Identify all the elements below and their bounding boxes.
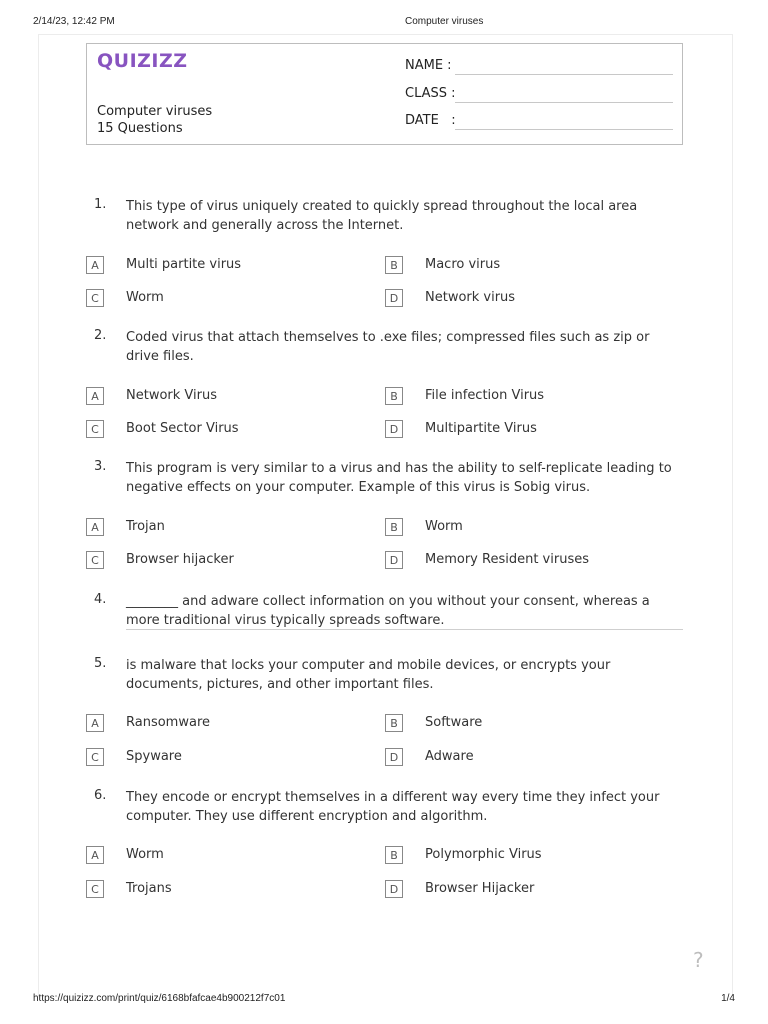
date-label: DATE : <box>405 113 456 128</box>
option-letter: C <box>86 289 104 307</box>
option-text: Spyware <box>126 749 182 764</box>
option-text: Network virus <box>425 290 516 305</box>
option-letter: B <box>385 518 403 536</box>
option-text: Worm <box>126 847 164 862</box>
option-text: Trojans <box>126 881 172 896</box>
option-letter: A <box>86 387 104 405</box>
option-letter: D <box>385 420 403 438</box>
class-label: CLASS : <box>405 86 456 101</box>
option-letter: D <box>385 880 403 898</box>
option-text: Software <box>425 715 483 730</box>
question-number: 4. <box>94 592 107 607</box>
option-text: Multipartite Virus <box>425 421 537 436</box>
option-text: Multi partite virus <box>126 257 242 272</box>
option-letter: D <box>385 289 403 307</box>
name-line <box>455 74 673 75</box>
option-text: Ransomware <box>126 715 210 730</box>
worksheet-header <box>86 43 683 145</box>
option-letter: D <box>385 551 403 569</box>
quiz-title: Computer viruses <box>97 104 213 119</box>
print-datetime: 2/14/23, 12:42 PM <box>33 16 115 27</box>
option-letter: A <box>86 846 104 864</box>
page-number: 1/4 <box>721 993 735 1004</box>
option-text: Adware <box>425 749 474 764</box>
question-number: 3. <box>94 459 107 474</box>
class-line <box>455 102 673 103</box>
question-text: They encode or encrypt themselves in a different way every time they infect your computer. They use different encryption and algorithm. <box>126 790 660 824</box>
question-number: 2. <box>94 328 107 343</box>
option-text: Memory Resident viruses <box>425 552 589 567</box>
option-letter: A <box>86 256 104 274</box>
question-count: 15 Questions <box>97 121 183 136</box>
option-text: Boot Sector Virus <box>126 421 239 436</box>
option-letter: A <box>86 518 104 536</box>
quizizz-logo: QUIZIZZ <box>97 50 188 72</box>
option-text: File infection Virus <box>425 388 545 403</box>
print-header <box>33 16 735 30</box>
question-text: This type of virus uniquely created to quickly spread throughout the local area network and generally across the Internet. <box>126 199 638 233</box>
option-letter: C <box>86 551 104 569</box>
option-letter: B <box>385 387 403 405</box>
option-text: Macro virus <box>425 257 501 272</box>
option-text: Worm <box>425 519 463 534</box>
option-text: Browser Hijacker <box>425 881 535 896</box>
option-letter: C <box>86 748 104 766</box>
question-number: 1. <box>94 197 107 212</box>
option-letter: B <box>385 256 403 274</box>
class-field[interactable] <box>405 86 675 104</box>
option-letter: C <box>86 880 104 898</box>
question-number: 6. <box>94 788 107 803</box>
option-letter: A <box>86 714 104 732</box>
option-letter: C <box>86 420 104 438</box>
date-line <box>455 129 673 130</box>
answer-line[interactable] <box>126 629 683 630</box>
question-text: ________ and adware collect information on you without your consent, whereas a more traditional virus typically spreads software. <box>126 594 650 628</box>
name-field[interactable] <box>405 58 675 76</box>
print-url[interactable]: https://quizizz.com/print/quiz/6168bfafcae4b900212f7c01 <box>33 993 286 1004</box>
option-letter: B <box>385 846 403 864</box>
option-text: Worm <box>126 290 164 305</box>
option-text: Browser hijacker <box>126 552 234 567</box>
option-text: Network Virus <box>126 388 217 403</box>
print-title: Computer viruses <box>405 16 484 27</box>
date-field[interactable] <box>405 113 675 131</box>
question-text: This program is very similar to a virus and has the ability to self-replicate leading to negative effects on your computer. Example of this virus is Sobig virus. <box>126 461 672 495</box>
option-letter: D <box>385 748 403 766</box>
option-letter: B <box>385 714 403 732</box>
question-text: Coded virus that attach themselves to .exe files; compressed files such as zip or drive files. <box>126 330 650 364</box>
question-mark-icon[interactable]: ? <box>693 948 704 972</box>
print-footer <box>33 993 735 1007</box>
option-text: Polymorphic Virus <box>425 847 542 862</box>
option-text: Trojan <box>126 519 165 534</box>
name-label: NAME : <box>405 58 452 73</box>
question-text: is malware that locks your computer and mobile devices, or encrypts your documents, pictures, and other important files. <box>126 658 611 692</box>
question-number: 5. <box>94 656 107 671</box>
